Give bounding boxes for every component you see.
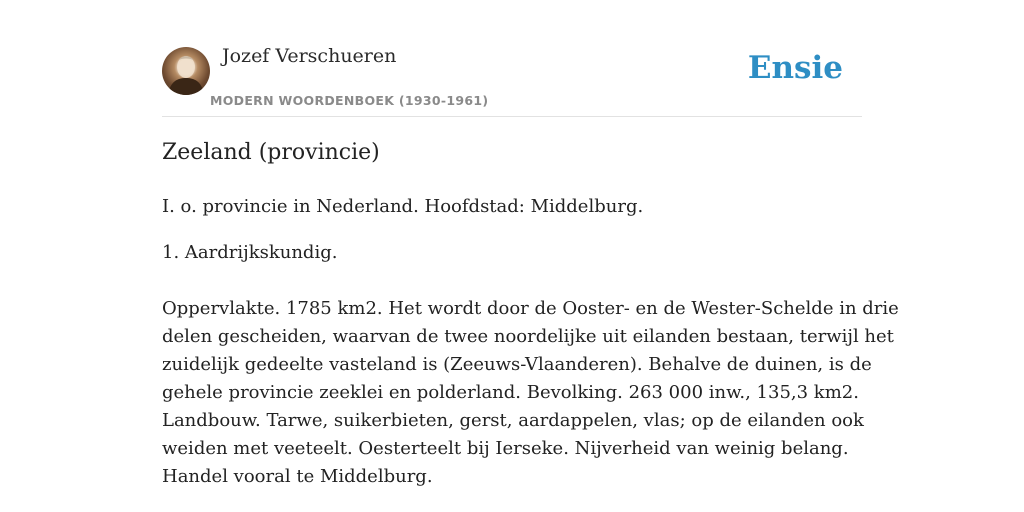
body-line: Landbouw. Tarwe, suikerbieten, gerst, aardappelen, vlas; op de eilanden ook — [162, 410, 864, 431]
header — [162, 0, 862, 117]
ensie-logo[interactable]: Ensie — [747, 50, 843, 86]
definition-intro: I. o. provincie in Nederland. Hoofdstad: Middelburg. — [162, 196, 644, 217]
section-heading: 1. Aardrijkskundig. — [162, 242, 338, 263]
body-line: gehele provincie zeeklei en polderland. Bevolking. 263 000 inw., 135,3 km2. — [162, 382, 859, 403]
source-label[interactable]: MODERN WOORDENBOEK (1930-1961) — [210, 93, 489, 108]
body-line: delen gescheiden, waarvan de twee noordelijke uit eilanden bestaan, terwijl het — [162, 326, 894, 347]
body-line: weiden met veeteelt. Oesterteelt bij Ierseke. Nijverheid van weinig belang. — [162, 438, 849, 459]
definition-body — [162, 295, 899, 491]
body-line: Handel vooral te Middelburg. — [162, 466, 433, 487]
body-line: zuidelijk gedeelte vasteland is (Zeeuws-Vlaanderen). Behalve de duinen, is de — [162, 354, 872, 375]
body-line: Oppervlakte. 1785 km2. Het wordt door de Ooster- en de Wester-Schelde in drie — [162, 298, 899, 319]
author-avatar[interactable] — [162, 47, 210, 95]
author-portrait-icon — [162, 47, 210, 95]
page — [162, 0, 899, 512]
page-title: Zeeland (provincie) — [162, 140, 380, 165]
author-name[interactable]: Jozef Verschueren — [222, 45, 397, 67]
